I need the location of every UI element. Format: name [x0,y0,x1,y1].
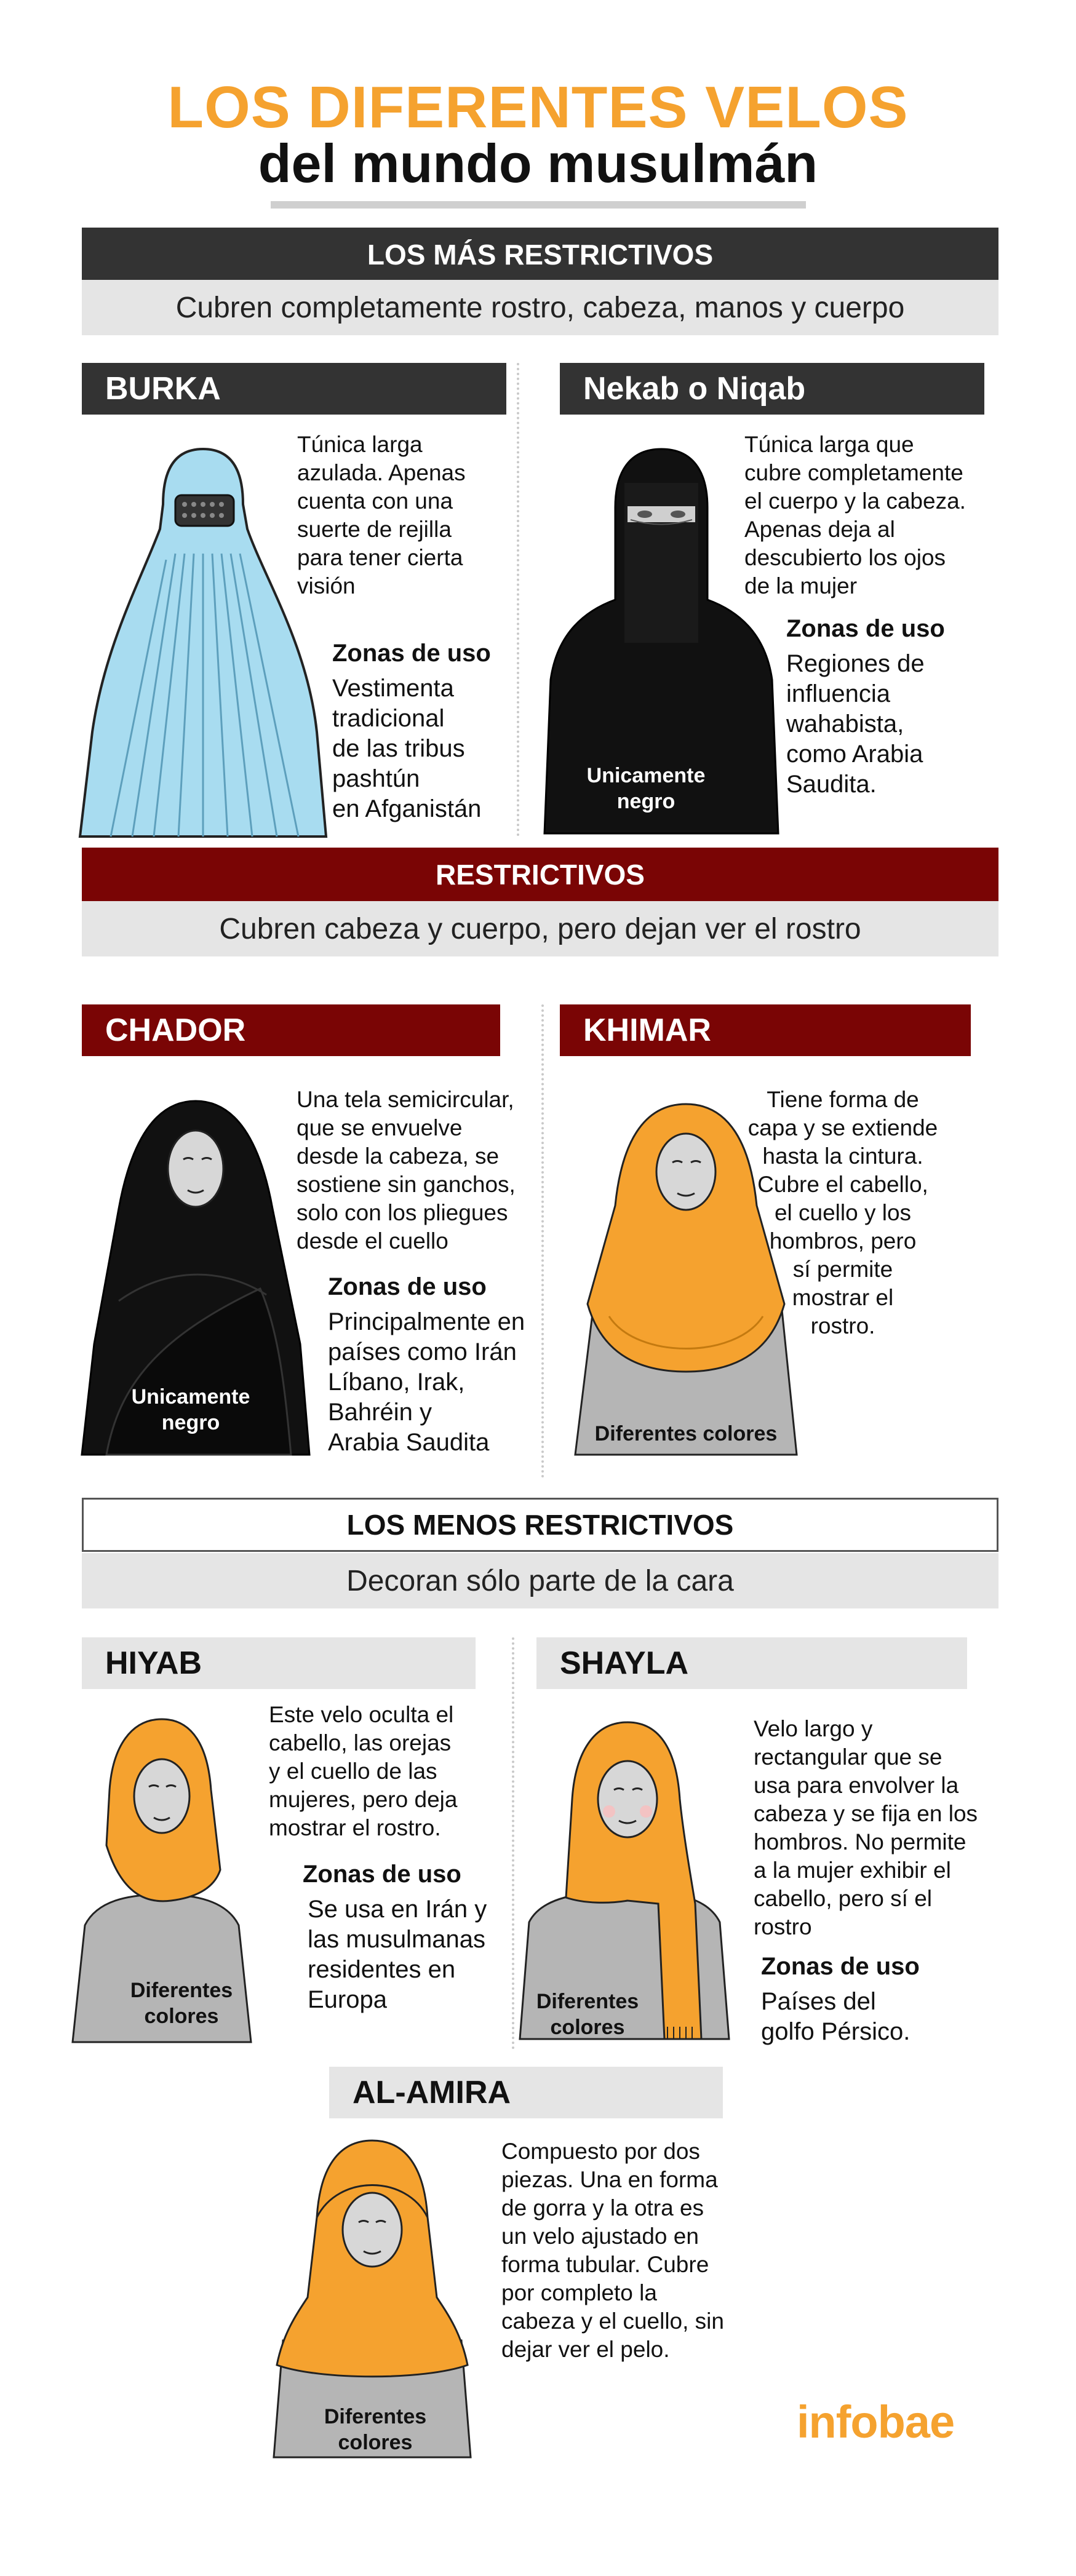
chador-description: Una tela semicircular, que se envuelve desde la cabeza, se sostiene sin ganchos, solo con los pliegues desde el cuello [297,1087,516,1254]
khimar-heading: KHIMAR [560,1004,971,1056]
alamira-heading: AL-AMIRA [329,2067,723,2118]
section-restrictive-subtitle: Cubren cabeza y cuerpo, pero dejan ver el rostro [82,901,998,956]
alamira-color-note: Diferentes colores [324,2405,427,2454]
infobae-logo: infobae [797,2396,955,2447]
shayla-heading: SHAYLA [536,1637,967,1689]
nekab-zone-text: Regiones de influencia wahabista, como Arabia Saudita. [786,650,925,798]
hiyab-zone-text: Se usa en Irán y las musulmanas residentes en Europa [308,1896,487,2013]
section-least-restrictive-header: LOS MENOS RESTRICTIVOS [82,1498,998,1552]
shayla-zone-title: Zonas de uso [761,1953,920,1980]
burka-zone-text: Vestimenta tradicional de las tribus pashtún en Afganistán [332,675,482,822]
title-line1: LOS DIFERENTES VELOS [167,74,909,140]
alamira-description: Compuesto por dos piezas. Una en forma de gorra y la otra es un velo ajustado en forma tubular. Cubre por completo la cabeza y el cuello, sin dejar ver el pelo. [501,2139,724,2362]
shayla-description: Velo largo y rectangular que se usa para envolver la cabeza y se fija en los hombros. No permite a la mujer exhibir el cabello, pero sí el rostro [754,1716,978,1939]
chador-zone-title: Zonas de uso [328,1273,487,1300]
shayla-zone-text: Países del golfo Pérsico. [761,1988,911,2045]
section-most-restrictive-header: LOS MÁS RESTRICTIVOS [82,228,998,282]
burka-description: Túnica larga azulada. Apenas cuenta con una suerte de rejilla para tener cierta visión [297,432,466,598]
section-least-restrictive-subtitle: Decoran sólo parte de la cara [82,1553,998,1608]
title-underline [271,201,806,209]
hiyab-heading: HIYAB [82,1637,476,1689]
divider [517,363,519,837]
khimar-color-note: Diferentes colores [594,1422,778,1445]
divider [512,1637,514,2049]
divider [541,1004,544,1478]
nekab-description: Túnica larga que cubre completamente el cuerpo y la cabeza. Apenas deja al descubierto los ojos de la mujer [744,432,966,598]
nekab-heading: Nekab o Niqab [560,363,984,415]
hiyab-description: Este velo oculta el cabello, las orejas y el cuello de las mujeres, pero deja mostrar el rostro. [269,1702,458,1840]
nekab-color-note: Unicamente negro [586,764,706,813]
section-restrictive-header: RESTRICTIVOS [82,848,998,902]
hiyab-zone-title: Zonas de uso [303,1861,461,1888]
section-most-restrictive-subtitle: Cubren completamente rostro, cabeza, manos y cuerpo [82,280,998,335]
chador-zone-text: Principalmente en países como Irán Líbano, Irak, Bahréin y Arabia Saudita [328,1308,525,1456]
nekab-zone-title: Zonas de uso [786,615,945,642]
title-line2: del mundo musulmán [258,133,818,194]
burka-figure [80,443,326,837]
khimar-description: Tiene forma de capa y se extiende hasta la cintura. Cubre el cabello, el cuello y los hombros, pero sí permite mostrar el rostro. [747,1087,938,1338]
hiyab-color-note: Diferentes colores [130,1979,233,2028]
shayla-color-note: Diferentes colores [536,1990,639,2039]
chador-heading: CHADOR [82,1004,500,1056]
burka-zone-title: Zonas de uso [332,640,491,667]
chador-color-note: Unicamente negro [131,1385,250,1434]
burka-heading: BURKA [82,363,506,415]
